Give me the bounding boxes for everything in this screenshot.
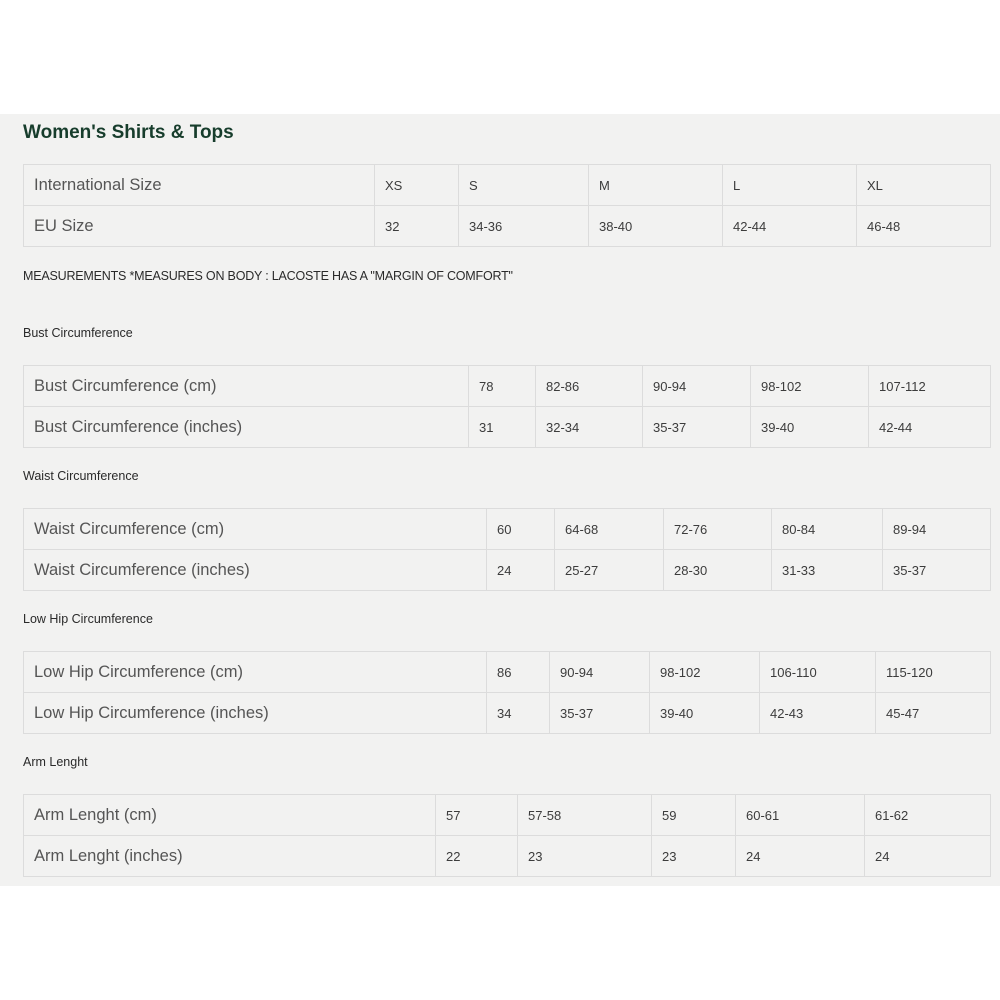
table-cell: 72-76 xyxy=(664,509,772,550)
table-row xyxy=(24,795,991,836)
table-cell: S xyxy=(459,165,589,206)
table-cell: 80-84 xyxy=(772,509,883,550)
table-cell: 31 xyxy=(469,407,536,448)
section-heading-low-hip: Low Hip Circumference xyxy=(23,612,153,626)
table-cell: 57 xyxy=(436,795,518,836)
row-label: Bust Circumference (cm) xyxy=(24,366,469,407)
table-cell: 90-94 xyxy=(643,366,751,407)
table-cell: 46-48 xyxy=(857,206,991,247)
section-heading-waist: Waist Circumference xyxy=(23,469,139,483)
table-row xyxy=(24,366,991,407)
table-cell: 35-37 xyxy=(643,407,751,448)
table-cell: 98-102 xyxy=(751,366,869,407)
table-cell: 82-86 xyxy=(536,366,643,407)
table-row xyxy=(24,509,991,550)
table-cell: 24 xyxy=(865,836,991,877)
table-cell: 28-30 xyxy=(664,550,772,591)
table-cell: 39-40 xyxy=(650,693,760,734)
table-cell: L xyxy=(723,165,857,206)
row-label: Low Hip Circumference (cm) xyxy=(24,652,487,693)
table-cell: 78 xyxy=(469,366,536,407)
row-label: Arm Lenght (inches) xyxy=(24,836,436,877)
table-cell: 90-94 xyxy=(550,652,650,693)
low-hip-table xyxy=(23,651,991,734)
table-cell: 42-43 xyxy=(760,693,876,734)
arm-length-table xyxy=(23,794,991,877)
table-row xyxy=(24,836,991,877)
table-row xyxy=(24,165,991,206)
table-cell: 24 xyxy=(487,550,555,591)
table-row xyxy=(24,407,991,448)
table-cell: 34-36 xyxy=(459,206,589,247)
table-cell: 23 xyxy=(652,836,736,877)
table-cell: 89-94 xyxy=(883,509,991,550)
table-cell: 35-37 xyxy=(883,550,991,591)
table-cell: 106-110 xyxy=(760,652,876,693)
table-row xyxy=(24,693,991,734)
table-cell: 38-40 xyxy=(589,206,723,247)
bust-table xyxy=(23,365,991,448)
table-row xyxy=(24,206,991,247)
table-cell: XL xyxy=(857,165,991,206)
row-label: Arm Lenght (cm) xyxy=(24,795,436,836)
table-cell: 42-44 xyxy=(869,407,991,448)
measurement-note: MEASUREMENTS *MEASURES ON BODY : LACOSTE HAS A "MARGIN OF COMFORT" xyxy=(23,269,513,283)
table-cell: 35-37 xyxy=(550,693,650,734)
row-label: EU Size xyxy=(24,206,375,247)
table-cell: 39-40 xyxy=(751,407,869,448)
row-label: Waist Circumference (cm) xyxy=(24,509,487,550)
table-cell: M xyxy=(589,165,723,206)
table-cell: 86 xyxy=(487,652,550,693)
table-row xyxy=(24,550,991,591)
waist-table xyxy=(23,508,991,591)
table-cell: 57-58 xyxy=(518,795,652,836)
table-cell: 107-112 xyxy=(869,366,991,407)
table-cell: XS xyxy=(375,165,459,206)
table-row xyxy=(24,652,991,693)
table-cell: 115-120 xyxy=(876,652,991,693)
table-cell: 60 xyxy=(487,509,555,550)
table-cell: 25-27 xyxy=(555,550,664,591)
table-cell: 98-102 xyxy=(650,652,760,693)
row-label: International Size xyxy=(24,165,375,206)
section-heading-arm-length: Arm Lenght xyxy=(23,755,88,769)
size-conversion-table xyxy=(23,164,991,247)
table-cell: 32 xyxy=(375,206,459,247)
row-label: Low Hip Circumference (inches) xyxy=(24,693,487,734)
table-cell: 45-47 xyxy=(876,693,991,734)
table-cell: 31-33 xyxy=(772,550,883,591)
table-cell: 64-68 xyxy=(555,509,664,550)
table-cell: 61-62 xyxy=(865,795,991,836)
page-title: Women's Shirts & Tops xyxy=(23,122,234,143)
table-cell: 32-34 xyxy=(536,407,643,448)
table-cell: 24 xyxy=(736,836,865,877)
section-heading-bust: Bust Circumference xyxy=(23,326,133,340)
table-cell: 42-44 xyxy=(723,206,857,247)
table-cell: 23 xyxy=(518,836,652,877)
table-cell: 22 xyxy=(436,836,518,877)
table-cell: 34 xyxy=(487,693,550,734)
row-label: Waist Circumference (inches) xyxy=(24,550,487,591)
table-cell: 60-61 xyxy=(736,795,865,836)
row-label: Bust Circumference (inches) xyxy=(24,407,469,448)
table-cell: 59 xyxy=(652,795,736,836)
